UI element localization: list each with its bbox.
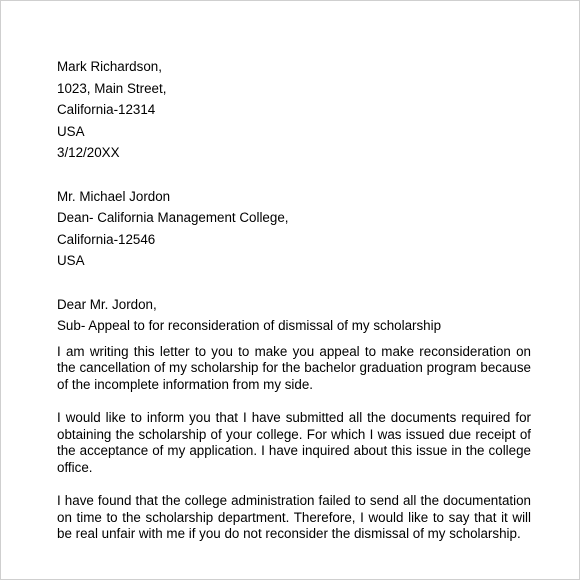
body-paragraph: I am writing this letter to you to make you appeal to make reconsideration on the cancellation of my scholarship for the bachelor graduation program because of the incomplete information from my side. [57,343,531,392]
recipient-title: Dean- California Management College, [57,210,289,225]
recipient-country: USA [57,253,85,268]
sender-street: 1023, Main Street, [57,80,167,96]
sender-name: Mark Richardson, [57,59,162,74]
recipient-address-block [57,186,531,272]
recipient-city: California-12546 [57,231,156,247]
spacer [57,337,531,344]
letter-date: 3/12/20XX [57,145,120,160]
spacer [57,393,531,410]
sender-address-block [57,56,531,164]
sender-country: USA [57,123,85,139]
body-paragraph: I have found that the college administration failed to send all the documentation on time to the scholarship department. Therefore, I would like to say that it will be real unfair with me if you do not reconsider the dismissal of my scholarship. [57,493,531,541]
body-paragraph: I would like to inform you that I have submitted all the documents required for obtaining the scholarship of your college. For which I was issued due receipt of the acceptance of my application. I have inquired about this issue in the college office. [57,410,531,475]
sender-city: California-12314 [57,102,156,117]
spacer [57,272,531,294]
spacer [57,164,531,186]
salutation: Dear Mr. Jordon, [57,296,157,312]
letter-body [57,56,531,543]
subject-line: Sub- Appeal to for reconsideration of dismissal of my scholarship [57,318,442,333]
recipient-name: Mr. Michael Jordon [57,188,171,204]
spacer [57,476,531,493]
